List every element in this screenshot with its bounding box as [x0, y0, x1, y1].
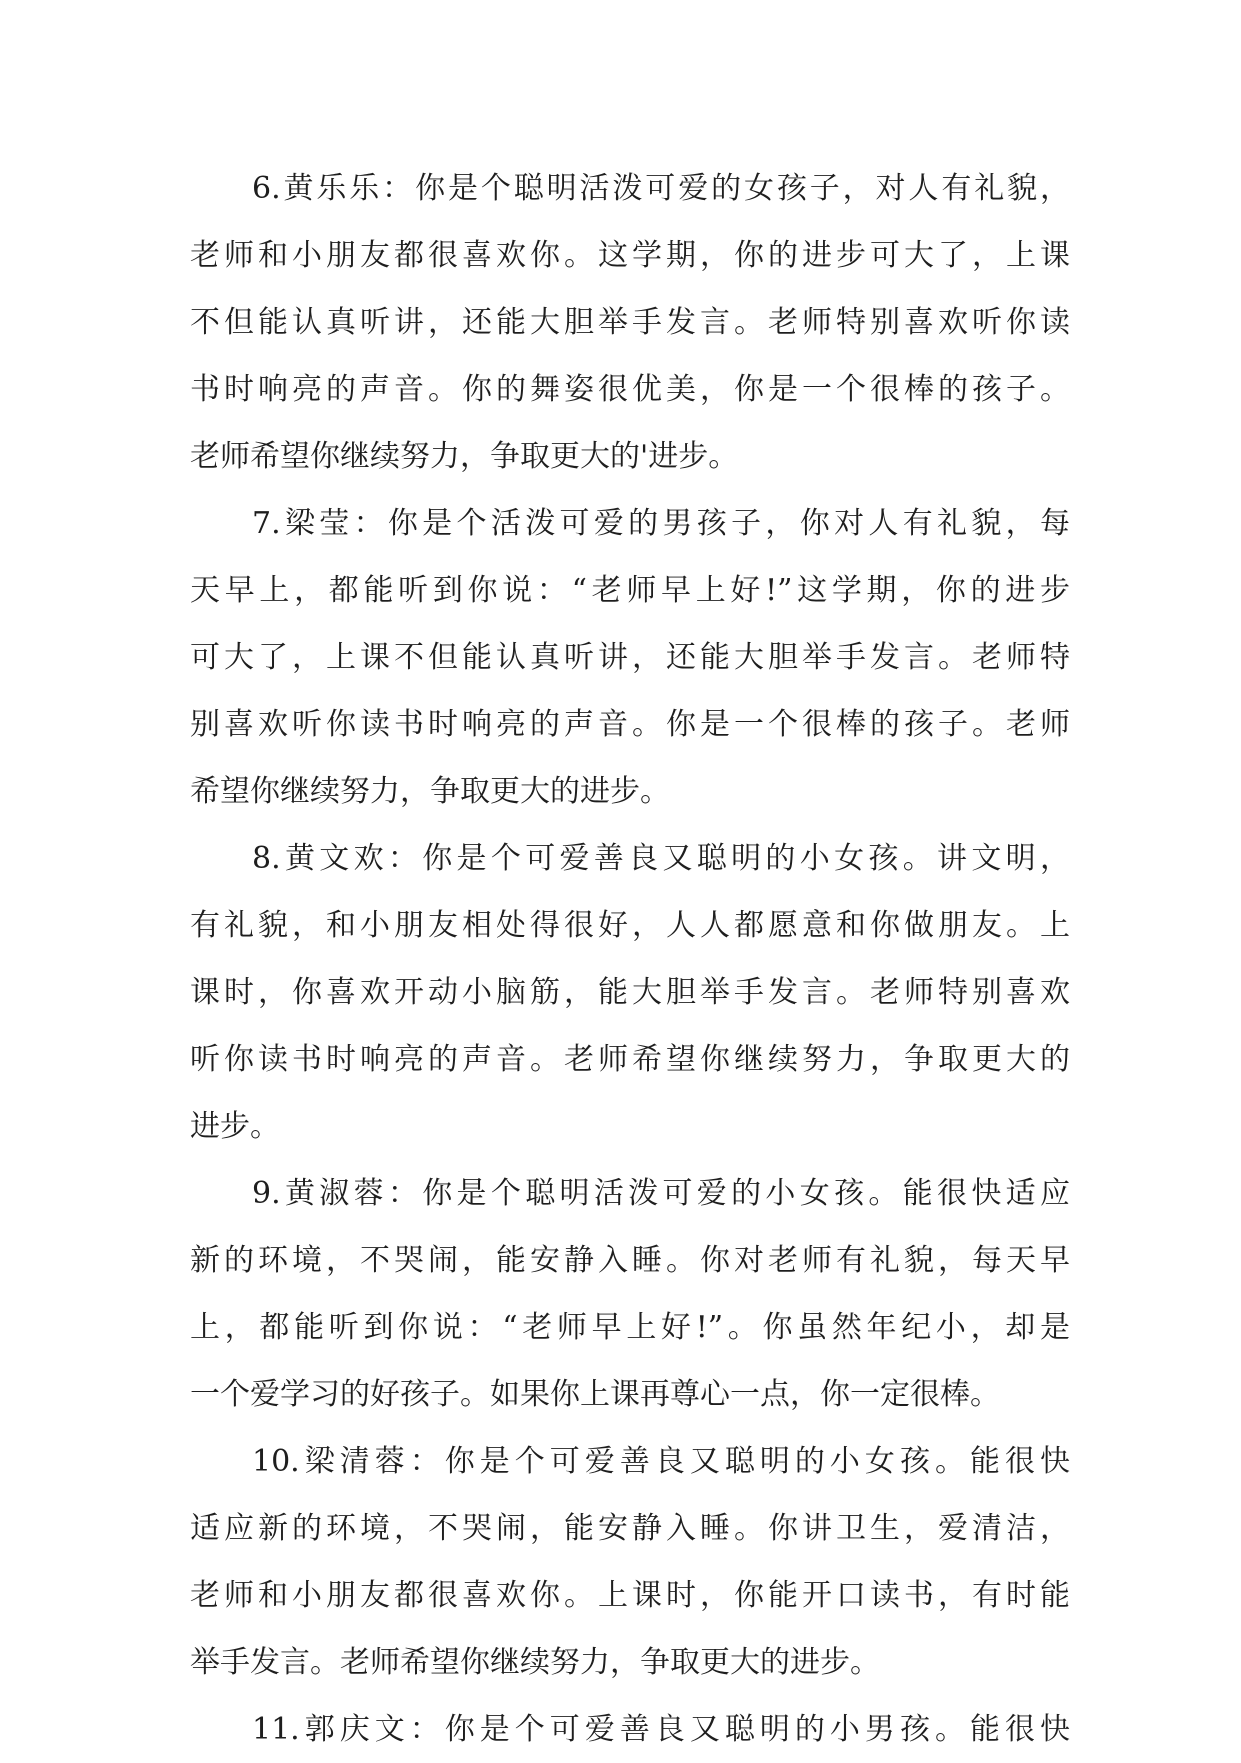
paragraph-8-line-1: 8.黄文欢：你是个可爱善良又聪明的小女孩。讲文明，: [252, 841, 1070, 876]
paragraph-10-line-4: 举手发言。老师希望你继续努力，争取更大的进步。: [190, 1645, 880, 1680]
paragraph-8-line-3: 课时，你喜欢开动小脑筋，能大胆举手发言。老师特别喜欢: [190, 975, 1070, 1010]
paragraph-8-line-2: 有礼貌，和小朋友相处得很好，人人都愿意和你做朋友。上: [190, 908, 1070, 943]
paragraph-7-line-3: 可大了，上课不但能认真听讲，还能大胆举手发言。老师特: [190, 640, 1070, 675]
paragraph-7-line-1: 7.梁莹：你是个活泼可爱的男孩子，你对人有礼貌，每: [252, 506, 1070, 541]
paragraph-10-line-2: 适应新的环境，不哭闹，能安静入睡。你讲卫生，爱清洁，: [190, 1511, 1070, 1546]
paragraph-11-line-1: 11.郭庆文：你是个可爱善良又聪明的小男孩。能很快: [252, 1712, 1070, 1747]
paragraph-6-line-5: 老师希望你继续努力，争取更大的'进步。: [190, 439, 739, 474]
paragraph-9-line-4: 一个爱学习的好孩子。如果你上课再尊心一点，你一定很棒。: [190, 1377, 1000, 1412]
paragraph-9-line-3: 上，都能听到你说：“老师早上好!”。你虽然年纪小，却是: [190, 1310, 1070, 1345]
paragraph-8-line-4: 听你读书时响亮的声音。老师希望你继续努力，争取更大的: [190, 1042, 1070, 1077]
paragraph-6-line-3: 不但能认真听讲，还能大胆举手发言。老师特别喜欢听你读: [190, 305, 1070, 340]
paragraph-10-line-3: 老师和小朋友都很喜欢你。上课时，你能开口读书，有时能: [190, 1578, 1070, 1613]
paragraph-7-line-2: 天早上，都能听到你说：“老师早上好!”这学期，你的进步: [190, 573, 1070, 608]
paragraph-6-line-1: 6.黄乐乐：你是个聪明活泼可爱的女孩子，对人有礼貌，: [252, 171, 1070, 206]
paragraph-8-line-5: 进步。: [190, 1109, 280, 1144]
paragraph-9-line-2: 新的环境，不哭闹，能安静入睡。你对老师有礼貌，每天早: [190, 1243, 1070, 1278]
paragraph-10-line-1: 10.梁清蓉：你是个可爱善良又聪明的小女孩。能很快: [252, 1444, 1070, 1479]
document-body: [190, 155, 1070, 1763]
paragraph-7-line-5: 希望你继续努力，争取更大的进步。: [190, 774, 670, 809]
paragraph-7-line-4: 别喜欢听你读书时响亮的声音。你是一个很棒的孩子。老师: [190, 707, 1070, 742]
paragraph-6-line-4: 书时响亮的声音。你的舞姿很优美，你是一个很棒的孩子。: [190, 372, 1070, 407]
paragraph-9-line-1: 9.黄淑蓉：你是个聪明活泼可爱的小女孩。能很快适应: [252, 1176, 1070, 1211]
paragraph-6-line-2: 老师和小朋友都很喜欢你。这学期，你的进步可大了，上课: [190, 238, 1070, 273]
